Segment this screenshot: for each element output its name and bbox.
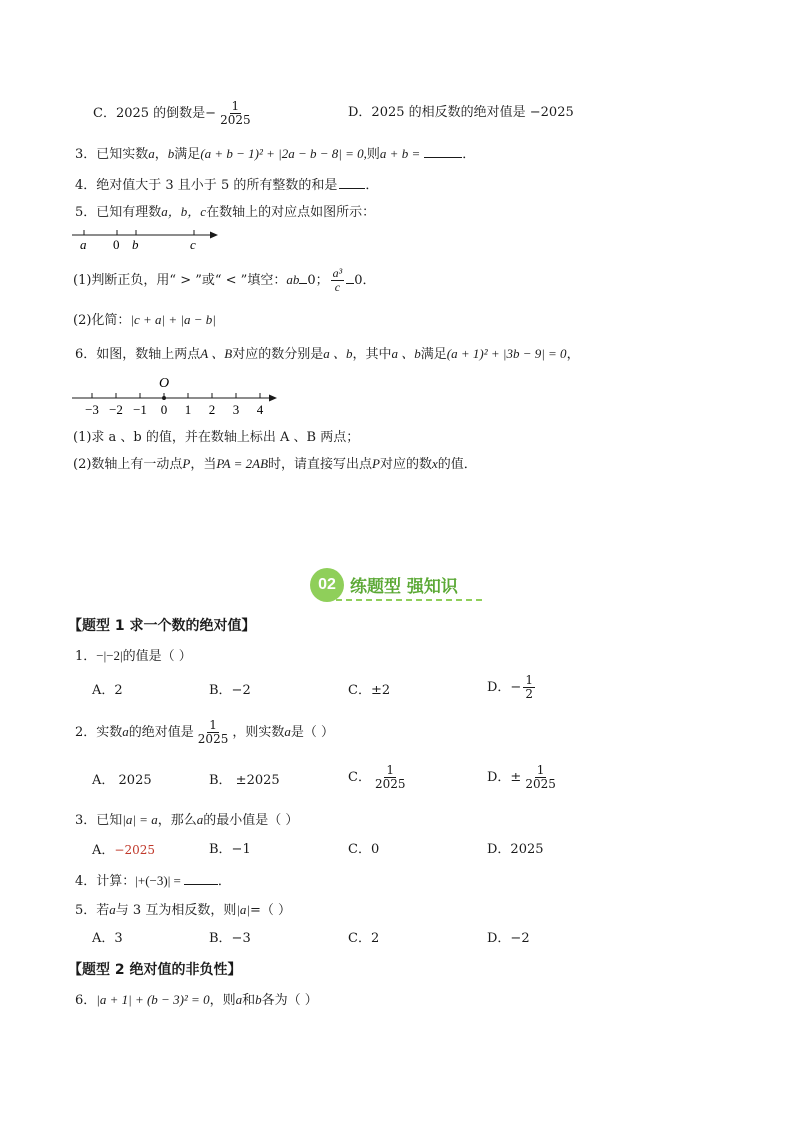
t1-q3-option-a[interactable]: A．−2025 [92,843,155,858]
section-number-badge: 02 [310,568,344,602]
fraction: $\frac{1}{2025}$ [197,718,229,746]
option-c-top: C．2025 的倒数是− $\frac{1}{2025}$ [93,99,251,127]
t1-q5-option-a[interactable]: A．3 [92,931,123,946]
t1-q1-option-b[interactable]: B．−2 [209,683,251,698]
tick-label: −3 [85,402,99,417]
label-origin: O [159,376,170,391]
number-line-q5 [70,226,230,254]
type-1-heading: 【题型 1 求一个数的绝对值】 [68,618,256,634]
question-5-part-1: (1)判断正负，用“ > ”或“ < ”填空：ab 0； $\frac{\text{a³}}{c}$ 0． [73,266,376,294]
tick-label: 1 [184,402,192,417]
t1-q1-option-d[interactable]: D．− $\frac{1}{2}$ [487,673,533,701]
question-5: 5．已知有理数a，b，c在数轴上的对应点如图所示： [75,204,376,220]
t2-question-6: 6．|a + 1| + (b − 3)² = 0，则a和b各为（ ） [75,992,318,1008]
answer-blank[interactable] [424,145,462,158]
label-c: c [190,237,196,252]
t1-question-2: 2．实数a的绝对值是 $\frac{1}{2025}$ ，则实数a是（ ） [75,718,334,746]
t1-question-4: 4．计算：|+(−3)| = ． [75,873,231,889]
label-a: a [80,237,87,252]
label-0: 0 [113,237,120,252]
question-6: 6．如图，数轴上两点A 、B对应的数分别是a 、b，其中a 、b满足(a + 1)² + |3b − 9| = 0， [75,346,580,362]
label-b: b [132,237,139,252]
tick-label: 4 [256,402,264,417]
section-title-underline [336,599,482,601]
tick-label: 0 [160,402,168,417]
t1-question-5: 5．若a与 3 互为相反数，则|a|=（ ） [75,902,292,918]
t1-q5-option-c[interactable]: C．2 [348,931,380,946]
fraction: $\frac{1}{2}$ [525,673,533,701]
t1-q3-option-b[interactable]: B．−1 [209,842,251,857]
option-d-top: D．2025 的相反数的绝对值是 −2025 [348,105,574,120]
t1-q1-option-c[interactable]: C．±2 [348,683,391,698]
t1-q3-option-c[interactable]: C．0 [348,842,380,857]
tick-label: 3 [232,402,240,417]
t1-q2-option-a[interactable]: A． 2025 [92,773,152,788]
fraction: $\frac{1}{2025}$ [525,763,556,791]
number-line-q6 [70,373,290,419]
t1-q5-option-b[interactable]: B．−3 [209,931,251,946]
fraction: $\frac{1}{2025}$ [220,99,251,127]
t1-q2-option-c[interactable]: C． $\frac{1}{2025}$ [348,763,406,791]
question-6-part-2: (2)数轴上有一动点P，当PA = 2AB时，请直接写出点P对应的数x的值． [73,456,477,472]
question-6-part-1: (1)求 a 、b 的值，并在数轴上标出 A 、B 两点； [73,430,360,445]
fraction: $\frac{\text{a³}}{c}$ [332,266,343,294]
fraction: $\frac{1}{2025}$ [374,763,406,791]
section-title: 练题型 强知识 [350,577,458,597]
question-5-part-2: (2)化简：|c + a| + |a − b| [73,312,216,328]
t1-question-1: 1．−|−2|的值是（ ） [75,648,192,664]
tick-label: −1 [133,402,147,417]
question-3: 3．已知实数a，b满足(a + b − 1)² + |2a − b − 8| = 0,则a + b = ． [75,146,476,162]
t1-question-3: 3．已知|a| = a，那么a的最小值是（ ） [75,812,299,828]
t1-q3-option-d[interactable]: D．2025 [487,842,544,857]
t1-q1-option-a[interactable]: A．2 [92,683,123,698]
t1-q5-option-d[interactable]: D．−2 [487,931,530,946]
question-4: 4．绝对值大于 3 且小于 5 的所有整数的和是 ． [75,178,379,193]
tick-label: −2 [109,402,123,417]
answer-blank[interactable] [184,872,218,885]
type-2-heading: 【题型 2 绝对值的非负性】 [68,962,242,978]
tick-label: 2 [208,402,216,417]
t1-q2-option-b[interactable]: B． ±2025 [209,773,280,788]
answer-blank[interactable] [339,176,365,189]
t1-q2-option-d[interactable]: D．± $\frac{1}{2025}$ [487,763,556,791]
